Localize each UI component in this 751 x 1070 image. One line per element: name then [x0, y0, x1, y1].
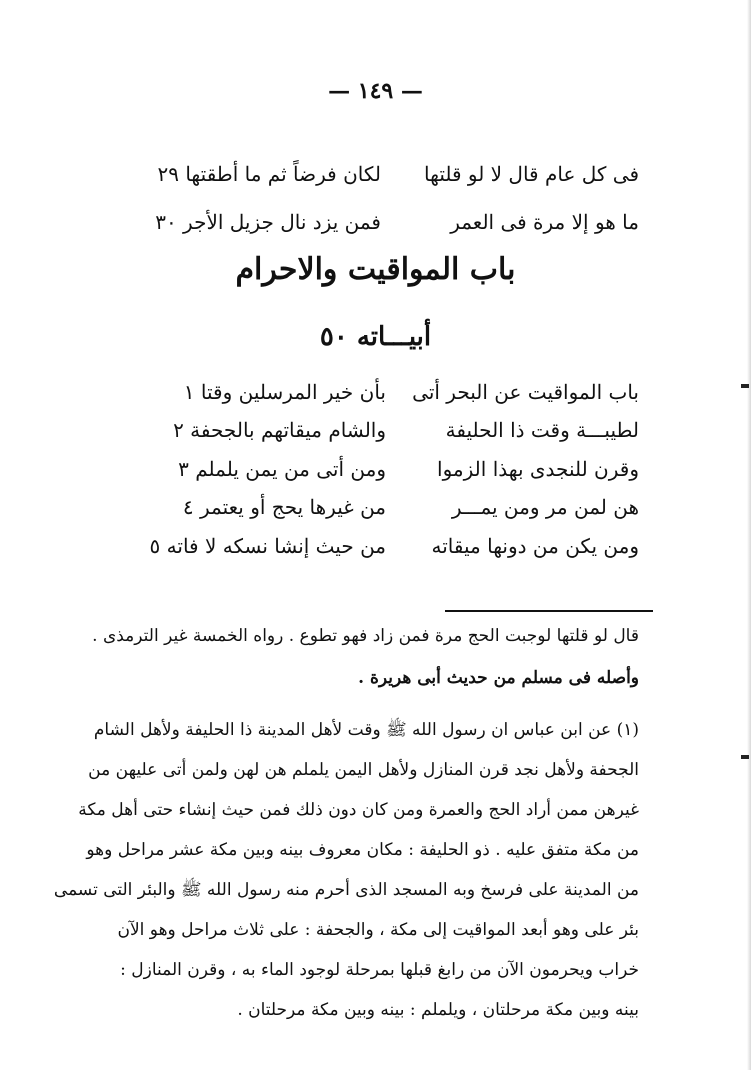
top-verse-2-first-hemistich: ما هو إلا مرة فى العمر: [450, 210, 639, 234]
intro-footnote-line-1: قال لو قلتها لوجبت الحج مرة فمن زاد فهو تطوع . رواه الخمسة غير الترمذى .: [92, 626, 639, 646]
verse-4-second-hemistich: من غيرها يحج أو يعتمر ٤: [182, 495, 386, 519]
footnote-1-line-4: من مكة متفق عليه . ذو الحليفة : مكان معروف بينه وبين مكة عشر مراحل وهو: [86, 840, 639, 860]
chapter-title: باب المواقيت والاحرام: [235, 252, 516, 287]
verse-1-first-hemistich: باب المواقيت عن البحر أتى: [412, 380, 639, 404]
footnote-1-line-7: خراب ويحرمون الآن من رابغ قبلها بمرحلة لوجود الماء به ، وقرن المنازل :: [120, 960, 639, 980]
footnote-1-line-8: بينه وبين مكة مرحلتان ، ويلملم : بينه وبين مكة مرحلتان .: [237, 1000, 639, 1020]
verse-3-first-hemistich: وقرن للنجدى بهذا الزموا: [437, 457, 639, 481]
intro-footnote-line-2: وأصله فى مسلم من حديث أبى هريرة .: [358, 668, 639, 688]
verse-1-second-hemistich: بأن خير المرسلين وقتا ١: [183, 380, 386, 404]
footnote-1-line-3: غيرهن ممن أراد الحج والعمرة ومن كان دون ذلك فمن حيث إنشاء حتى أهل مكة: [78, 800, 639, 820]
footnote-1-line-2: الجحفة ولأهل نجد قرن المنازل ولأهل اليمن يلملم هن لهن ولمن أتى عليهن من: [88, 760, 639, 780]
verse-5-second-hemistich: من حيث إنشا نسكه لا فاته ٥: [149, 534, 386, 558]
verse-count-heading: أبيـــاته ٥٠: [319, 322, 432, 352]
edge-mark: [741, 384, 749, 388]
verse-2-second-hemistich: والشام ميقاتهم بالجحفة ٢: [173, 418, 386, 442]
verse-3-second-hemistich: ومن أتى من يمن يلملم ٣: [178, 457, 386, 481]
top-verse-1-first-hemistich: فى كل عام قال لا لو قلتها: [424, 162, 639, 186]
verse-4-first-hemistich: هن لمن مر ومن يمـــر: [451, 495, 639, 519]
top-verse-2-second-hemistich: فمن يزد نال جزيل الأجر ٣٠: [155, 210, 381, 234]
page-edge-shadow: [747, 0, 751, 1070]
footnote-1-line-6: بئر على وهو أبعد المواقيت إلى مكة ، والجحفة : على ثلاث مراحل وهو الآن: [117, 920, 639, 940]
page-number: — ١٤٩ —: [328, 78, 423, 104]
edge-mark: [741, 755, 749, 759]
footnote-separator: [445, 610, 653, 612]
verse-2-first-hemistich: لطيبـــة وقت ذا الحليفة: [445, 418, 639, 442]
top-verse-1-second-hemistich: لكان فرضاً ثم ما أطقتها ٢٩: [157, 162, 381, 186]
footnote-1-line-1: (١) عن ابن عباس ان رسول الله ﷺ وقت لأهل المدينة ذا الحليفة ولأهل الشام: [93, 720, 639, 740]
verse-5-first-hemistich: ومن يكن من دونها ميقاته: [431, 534, 639, 558]
footnote-1-line-5: من المدينة على فرسخ وبه المسجد الذى أحرم منه رسول الله ﷺ والبئر التى تسمى: [53, 880, 639, 900]
